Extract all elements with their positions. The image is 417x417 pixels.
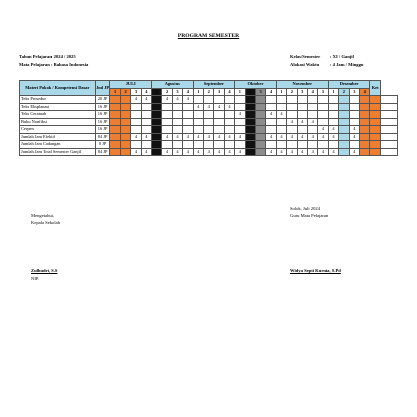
week-cell <box>235 96 245 104</box>
week-cell <box>172 126 182 134</box>
week-cell <box>287 96 297 104</box>
week-cell <box>328 111 338 119</box>
row-label: Jumlah Jam Total Semester Ganjil <box>20 148 96 156</box>
week-cell <box>328 141 338 149</box>
meta-key: Alokasi Waktu <box>290 61 320 67</box>
header-week-number: 3 <box>131 88 141 96</box>
week-cell <box>276 103 286 111</box>
week-cell <box>245 148 255 156</box>
week-cell <box>318 111 328 119</box>
week-cell <box>193 126 203 134</box>
week-cell <box>110 103 120 111</box>
week-cell <box>152 103 162 111</box>
week-cell: 4 <box>224 133 234 141</box>
week-cell: 4 <box>131 96 141 104</box>
week-cell <box>162 118 172 126</box>
week-cell <box>245 111 255 119</box>
row-ket <box>380 126 397 134</box>
week-cell <box>349 141 359 149</box>
header-month: Agustus <box>152 81 194 89</box>
week-cell: 4 <box>235 111 245 119</box>
week-cell <box>266 118 276 126</box>
header-week-number: 5 <box>318 88 328 96</box>
week-cell <box>318 103 328 111</box>
week-cell: 4 <box>287 118 297 126</box>
header-week-number: 4 <box>183 88 193 96</box>
week-cell <box>172 118 182 126</box>
week-cell: 4 <box>214 148 224 156</box>
week-cell <box>287 103 297 111</box>
header-week-number: 4 <box>224 88 234 96</box>
week-cell <box>307 126 317 134</box>
week-cell <box>235 118 245 126</box>
document-title: PROGRAM SEMESTER <box>177 33 240 39</box>
week-cell: 4 <box>224 103 234 111</box>
week-cell: 4 <box>204 148 214 156</box>
week-cell: 4 <box>172 96 182 104</box>
header-week-number: 2 <box>245 88 255 96</box>
week-cell <box>245 126 255 134</box>
header-week-number: 2 <box>339 88 349 96</box>
row-ket <box>380 148 397 156</box>
week-cell: 4 <box>183 133 193 141</box>
teacher-name: Widya Septi Kurnia, S.Pd <box>290 268 341 273</box>
week-cell <box>183 141 193 149</box>
week-cell <box>235 126 245 134</box>
week-cell <box>214 118 224 126</box>
week-cell: 4 <box>131 148 141 156</box>
table-row <box>20 96 398 104</box>
meta-right <box>290 53 363 68</box>
week-cell <box>359 133 369 141</box>
header-materi: Materi Pokok / Kompetensi Dasar <box>20 81 96 96</box>
week-cell <box>245 133 255 141</box>
week-cell: 4 <box>193 103 203 111</box>
week-cell <box>183 118 193 126</box>
week-cell <box>172 141 182 149</box>
week-cell: 4 <box>204 133 214 141</box>
week-cell <box>152 111 162 119</box>
week-cell <box>204 126 214 134</box>
week-cell <box>141 141 151 149</box>
week-cell: 4 <box>131 133 141 141</box>
meta-alokasi-waktu <box>290 61 363 69</box>
week-cell <box>266 96 276 104</box>
meta-value: : 4 Jam / Minggu <box>330 61 364 67</box>
week-cell <box>131 126 141 134</box>
week-cell <box>370 148 380 156</box>
header-week-number: 4 <box>141 88 151 96</box>
week-cell <box>255 96 265 104</box>
place-date: Solok, Juli 2024 <box>290 206 320 211</box>
week-cell: 4 <box>235 133 245 141</box>
header-week-number: 1 <box>235 88 245 96</box>
week-cell <box>370 118 380 126</box>
week-cell <box>110 96 120 104</box>
week-cell <box>120 111 130 119</box>
row-ket <box>380 118 397 126</box>
week-cell <box>245 103 255 111</box>
row-label: Teks Eksplanasi <box>20 103 96 111</box>
week-cell <box>152 141 162 149</box>
week-cell: 4 <box>162 148 172 156</box>
header-week-number: 1 <box>193 88 203 96</box>
meta-value: : Bahasa Indonesia <box>51 61 89 67</box>
week-cell <box>318 118 328 126</box>
week-cell: 4 <box>224 148 234 156</box>
week-cell <box>339 103 349 111</box>
week-cell: 4 <box>328 133 338 141</box>
header-week-number: 1 <box>152 88 162 96</box>
week-cell <box>204 111 214 119</box>
week-cell: 4 <box>307 133 317 141</box>
table-row <box>20 118 398 126</box>
week-cell: 4 <box>183 148 193 156</box>
table-row <box>20 141 398 149</box>
header-ket: Ket <box>370 81 380 96</box>
week-cell <box>152 118 162 126</box>
week-cell: 4 <box>172 133 182 141</box>
week-cell <box>245 118 255 126</box>
week-cell: 4 <box>141 148 151 156</box>
week-cell <box>193 118 203 126</box>
teacher-role: Guru Mata Pelajaran <box>290 213 329 218</box>
header-month: Desember <box>328 81 370 89</box>
signature-right <box>290 205 328 219</box>
header-week-number: 3 <box>349 88 359 96</box>
row-ket <box>380 133 397 141</box>
meta-mata-pelajaran <box>19 61 88 69</box>
week-cell <box>162 111 172 119</box>
week-cell <box>235 103 245 111</box>
principal-role: Kepala Sekolah <box>31 220 60 225</box>
week-cell: 4 <box>193 133 203 141</box>
row-jp: 16 JP <box>95 118 110 126</box>
week-cell <box>287 126 297 134</box>
week-cell <box>339 148 349 156</box>
header-month: Oktober <box>235 81 277 89</box>
week-cell <box>141 118 151 126</box>
week-cell: 4 <box>307 118 317 126</box>
week-cell: 4 <box>172 148 182 156</box>
week-cell <box>255 126 265 134</box>
week-cell: 4 <box>328 126 338 134</box>
week-cell: 4 <box>141 96 151 104</box>
row-jp: 20 JP <box>95 96 110 104</box>
week-cell: 4 <box>349 126 359 134</box>
header-week-number: 3 <box>172 88 182 96</box>
row-ket <box>380 96 397 104</box>
week-cell <box>328 103 338 111</box>
week-cell: 4 <box>266 148 276 156</box>
row-label: Cerpen <box>20 126 96 134</box>
week-cell <box>245 141 255 149</box>
week-cell: 4 <box>214 103 224 111</box>
meta-kelas-semester <box>290 53 363 61</box>
week-cell <box>131 103 141 111</box>
week-cell: 4 <box>318 126 328 134</box>
week-cell: 4 <box>266 133 276 141</box>
week-cell <box>204 96 214 104</box>
week-cell: 4 <box>287 133 297 141</box>
acknowledgement-text: Mengetahui, <box>31 213 55 218</box>
week-cell <box>193 96 203 104</box>
week-cell <box>328 118 338 126</box>
week-cell <box>349 103 359 111</box>
semester-program-table <box>19 80 398 156</box>
week-cell <box>224 111 234 119</box>
week-cell <box>193 141 203 149</box>
week-cell <box>370 111 380 119</box>
row-label: Buku Nonfiksi <box>20 118 96 126</box>
week-cell <box>152 133 162 141</box>
week-cell <box>214 141 224 149</box>
header-month: JULI <box>110 81 152 89</box>
week-cell: 4 <box>276 111 286 119</box>
week-cell <box>120 126 130 134</box>
week-cell <box>152 96 162 104</box>
week-cell <box>162 141 172 149</box>
week-cell: 4 <box>297 118 307 126</box>
table-row <box>20 133 398 141</box>
header-week-number: 3 <box>297 88 307 96</box>
week-cell <box>224 126 234 134</box>
header-jml-jp: Jml JP <box>95 81 110 96</box>
week-cell <box>349 96 359 104</box>
week-cell <box>255 133 265 141</box>
week-cell <box>349 118 359 126</box>
week-cell: 4 <box>297 133 307 141</box>
header-week-number: 3 <box>255 88 265 96</box>
week-cell <box>339 133 349 141</box>
week-cell <box>120 133 130 141</box>
week-cell <box>255 103 265 111</box>
week-cell: 4 <box>183 96 193 104</box>
week-cell <box>141 103 151 111</box>
week-cell <box>359 96 369 104</box>
week-cell: 4 <box>276 148 286 156</box>
header-week-number: 3 <box>214 88 224 96</box>
week-cell <box>370 103 380 111</box>
table-row <box>20 111 398 119</box>
week-cell: 4 <box>204 103 214 111</box>
week-cell: 4 <box>318 148 328 156</box>
week-cell <box>307 96 317 104</box>
table-row <box>20 148 398 156</box>
row-jp: 84 JP <box>95 148 110 156</box>
week-cell: 4 <box>193 148 203 156</box>
header-week-number: 4 <box>266 88 276 96</box>
week-cell <box>224 96 234 104</box>
week-cell <box>318 141 328 149</box>
week-cell <box>204 118 214 126</box>
week-cell: 4 <box>307 148 317 156</box>
week-cell <box>141 111 151 119</box>
row-label: Jumlah Jam Efektif <box>20 133 96 141</box>
week-cell <box>339 141 349 149</box>
row-label: Teks Prosedur <box>20 96 96 104</box>
meta-value: : 2024 / 2025 <box>51 54 76 59</box>
week-cell: 4 <box>276 133 286 141</box>
week-cell <box>359 148 369 156</box>
week-cell: 4 <box>162 96 172 104</box>
week-cell <box>287 141 297 149</box>
week-cell <box>255 148 265 156</box>
week-cell <box>120 141 130 149</box>
week-cell <box>183 126 193 134</box>
week-cell: 4 <box>297 148 307 156</box>
row-jp: 16 JP <box>95 111 110 119</box>
week-cell <box>276 141 286 149</box>
week-cell <box>276 126 286 134</box>
week-cell <box>255 111 265 119</box>
week-cell <box>287 111 297 119</box>
table-row <box>20 103 398 111</box>
week-cell: 4 <box>318 133 328 141</box>
week-cell <box>370 133 380 141</box>
week-cell <box>245 96 255 104</box>
week-cell: 4 <box>287 148 297 156</box>
week-cell <box>339 111 349 119</box>
week-cell <box>255 141 265 149</box>
week-cell <box>370 141 380 149</box>
week-cell <box>110 148 120 156</box>
week-cell <box>110 133 120 141</box>
week-cell <box>276 96 286 104</box>
row-label: Teks Ceramah <box>20 111 96 119</box>
week-cell <box>266 103 276 111</box>
week-cell: 4 <box>349 133 359 141</box>
week-cell <box>172 103 182 111</box>
week-cell <box>359 111 369 119</box>
week-cell: 4 <box>235 148 245 156</box>
week-cell <box>183 111 193 119</box>
week-cell: 4 <box>162 133 172 141</box>
week-cell <box>359 141 369 149</box>
week-cell <box>339 96 349 104</box>
week-cell <box>214 126 224 134</box>
header-week-number: 1 <box>328 88 338 96</box>
week-cell <box>110 111 120 119</box>
week-cell <box>120 118 130 126</box>
row-jp: 16 JP <box>95 103 110 111</box>
week-cell <box>131 111 141 119</box>
signature-left <box>31 212 60 226</box>
header-week-number: 2 <box>162 88 172 96</box>
week-cell <box>131 141 141 149</box>
week-cell <box>110 118 120 126</box>
row-jp: 0 JP <box>95 141 110 149</box>
header-month: September <box>193 81 235 89</box>
row-ket <box>380 103 397 111</box>
header-week-number: 2 <box>287 88 297 96</box>
table-row <box>20 126 398 134</box>
week-cell <box>235 141 245 149</box>
week-cell <box>307 111 317 119</box>
week-cell <box>110 126 120 134</box>
week-cell <box>276 118 286 126</box>
week-cell <box>152 148 162 156</box>
meta-left <box>19 53 88 68</box>
header-week-number: 4 <box>307 88 317 96</box>
week-cell <box>204 141 214 149</box>
row-jp: 16 JP <box>95 126 110 134</box>
row-ket <box>380 141 397 149</box>
week-cell <box>297 126 307 134</box>
principal-name: Zulhudri, S.S <box>31 268 58 273</box>
week-cell <box>359 126 369 134</box>
meta-key: Kelas/Semester <box>290 54 321 59</box>
week-cell <box>152 126 162 134</box>
meta-key: Mata Pelajaran <box>19 61 50 67</box>
week-cell <box>214 96 224 104</box>
header-week-number: 1 <box>110 88 120 96</box>
week-cell <box>172 111 182 119</box>
meta-value: : XI / Ganjil <box>330 54 354 59</box>
week-cell <box>370 96 380 104</box>
week-cell <box>162 126 172 134</box>
week-cell <box>224 141 234 149</box>
principal-nip: NIP. <box>31 276 40 281</box>
week-cell <box>359 118 369 126</box>
week-cell <box>141 126 151 134</box>
header-week-number: 4 <box>359 88 369 96</box>
row-jp: 84 JP <box>95 133 110 141</box>
header-week-number: 2 <box>120 88 130 96</box>
week-cell <box>297 111 307 119</box>
week-cell: 4 <box>214 133 224 141</box>
meta-tahun-pelajaran <box>19 53 88 61</box>
week-cell <box>297 141 307 149</box>
week-cell <box>339 118 349 126</box>
week-cell <box>162 103 172 111</box>
week-cell <box>297 96 307 104</box>
week-cell <box>255 118 265 126</box>
week-cell <box>120 103 130 111</box>
week-cell <box>183 103 193 111</box>
week-cell: 4 <box>141 133 151 141</box>
row-label: Jumlah Jam Cadangan <box>20 141 96 149</box>
week-cell <box>120 148 130 156</box>
week-cell <box>339 126 349 134</box>
week-cell <box>131 118 141 126</box>
week-cell <box>120 96 130 104</box>
week-cell <box>193 111 203 119</box>
week-cell <box>328 96 338 104</box>
week-cell <box>318 96 328 104</box>
week-cell <box>307 103 317 111</box>
week-cell <box>266 126 276 134</box>
week-cell <box>297 103 307 111</box>
week-cell <box>349 111 359 119</box>
header-week-number: 2 <box>204 88 214 96</box>
week-cell <box>214 111 224 119</box>
week-cell <box>224 118 234 126</box>
header-week-number: 1 <box>276 88 286 96</box>
week-cell <box>359 103 369 111</box>
week-cell: 4 <box>349 148 359 156</box>
header-month: November <box>276 81 328 89</box>
week-cell <box>307 141 317 149</box>
week-cell <box>266 141 276 149</box>
row-ket <box>380 111 397 119</box>
week-cell <box>110 141 120 149</box>
week-cell: 4 <box>266 111 276 119</box>
meta-key: Tahun Pelajaran <box>19 54 52 59</box>
week-cell <box>370 126 380 134</box>
week-cell: 4 <box>328 148 338 156</box>
